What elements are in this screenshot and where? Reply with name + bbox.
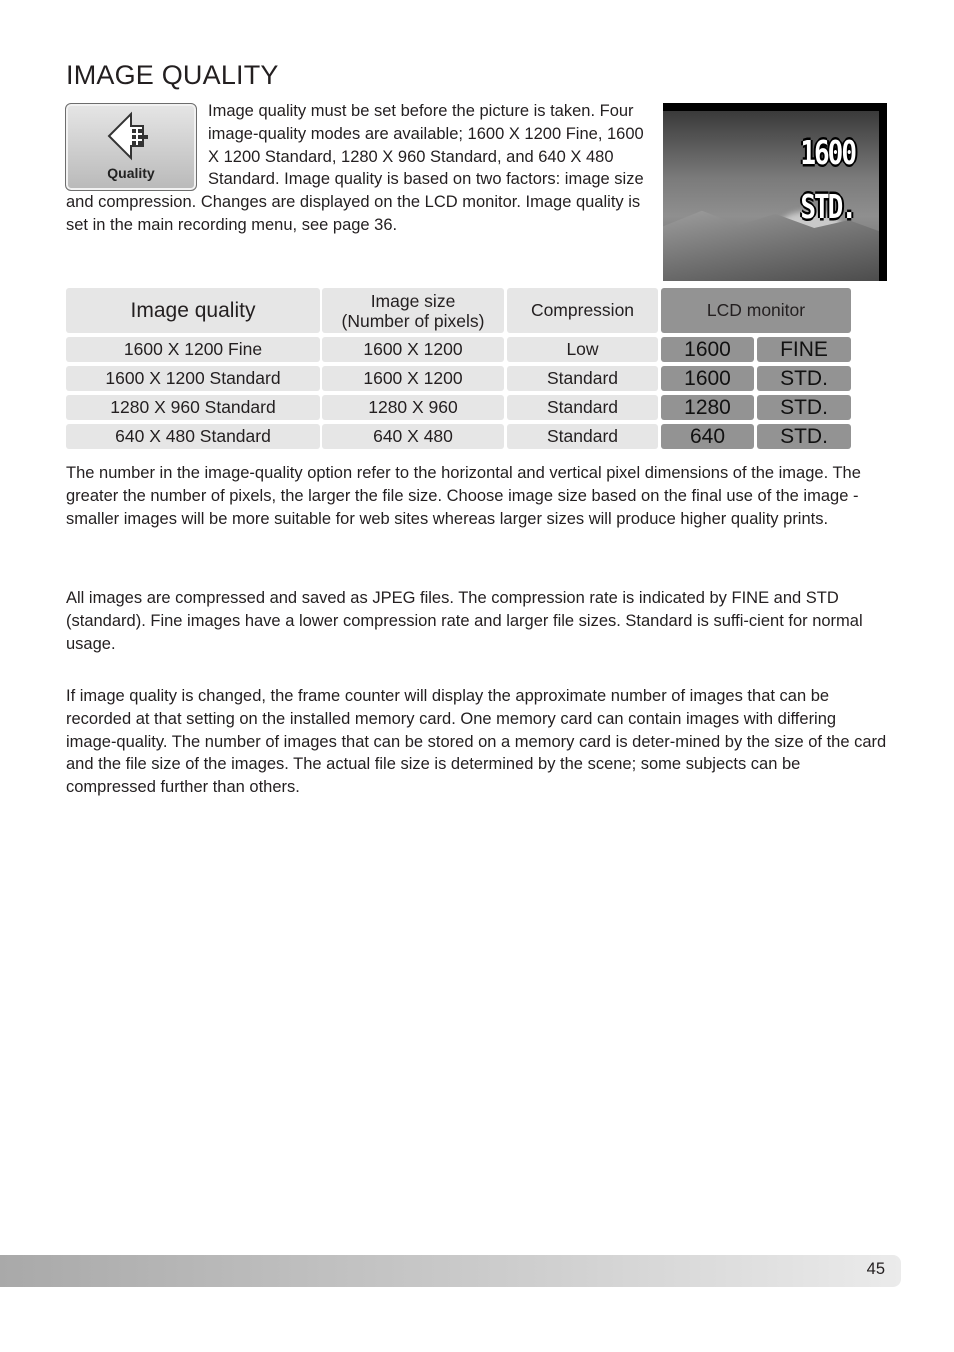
header-image-quality: Image quality bbox=[66, 288, 320, 333]
footer-bar bbox=[0, 1255, 901, 1287]
table-cell-compression: Standard bbox=[507, 424, 658, 449]
table-cell-lcd-quality: STD. bbox=[757, 366, 851, 391]
lcd-size-readout: 1600 bbox=[800, 135, 855, 173]
lcd-preview-image bbox=[663, 103, 887, 281]
table-cell-quality: 1600 X 1200 Standard bbox=[66, 366, 320, 391]
quality-button-label: Quality bbox=[107, 165, 155, 181]
table-cell-lcd-size: 1280 bbox=[661, 395, 754, 420]
table-cell-lcd-quality: STD. bbox=[757, 424, 851, 449]
table-cell-size: 1600 X 1200 bbox=[322, 366, 504, 391]
intro-text: Image quality must be set before the picture is taken. Four image-quality modes are available; 1600 X 1200 Fine, 1600 X 1200 Standard, 1280 X 960 Standard, and 640 X 480 Standard. Image quality is based on two factors: image size and compression. Changes are displayed on the LCD monitor. Image quality is set in the main recording menu, see page 36. bbox=[66, 102, 644, 234]
table-cell-compression: Low bbox=[507, 337, 658, 362]
table-cell-lcd-size: 640 bbox=[661, 424, 754, 449]
page-title: IMAGE QUALITY bbox=[66, 60, 279, 90]
table-cell-compression: Standard bbox=[507, 395, 658, 420]
paragraph-frame-counter: If image quality is changed, the frame counter will display the approximate number of images that can be recorded at that setting on the installed memory card. One memory card can contain images with differing image-quality. The number of images that can be stored on a memory card is deter-mined by the size of the card and the file size of the images. The actual file size is determined by the scene; some subjects can be compressed further than others. bbox=[66, 687, 887, 797]
table-cell-quality: 1280 X 960 Standard bbox=[66, 395, 320, 420]
paragraph-compression: All images are compressed and saved as JPEG files. The compression rate is indicated by FINE and STD (standard). Fine images have a lower compression rate and larger file sizes. Standard is suffi-cient for normal usage. bbox=[66, 589, 863, 653]
table-cell-compression: Standard bbox=[507, 366, 658, 391]
table-cell-size: 640 X 480 bbox=[322, 424, 504, 449]
table-cell-lcd-quality: FINE bbox=[757, 337, 851, 362]
table-cell-lcd-size: 1600 bbox=[661, 366, 754, 391]
header-image-size: Image size (Number of pixels) bbox=[322, 288, 504, 333]
table-cell-size: 1600 X 1200 bbox=[322, 337, 504, 362]
table-cell-quality: 640 X 480 Standard bbox=[66, 424, 320, 449]
table-cell-lcd-quality: STD. bbox=[757, 395, 851, 420]
table-cell-quality: 1600 X 1200 Fine bbox=[66, 337, 320, 362]
header-lcd-monitor: LCD monitor bbox=[661, 288, 851, 333]
table-cell-lcd-size: 1600 bbox=[661, 337, 754, 362]
intro-paragraph bbox=[66, 100, 646, 237]
paragraph-pixel-dimensions: The number in the image-quality option refer to the horizontal and vertical pixel dimensions of the image. The greater the number of pixels, the larger the file size. Choose image size based on the final use of the image - smaller images will be more suitable for web sites whereas larger sizes will produce higher quality prints. bbox=[66, 464, 861, 528]
header-compression: Compression bbox=[507, 288, 658, 333]
table-cell-size: 1280 X 960 bbox=[322, 395, 504, 420]
page-number: 45 bbox=[866, 1260, 885, 1278]
lcd-quality-readout: STD. bbox=[800, 189, 855, 227]
